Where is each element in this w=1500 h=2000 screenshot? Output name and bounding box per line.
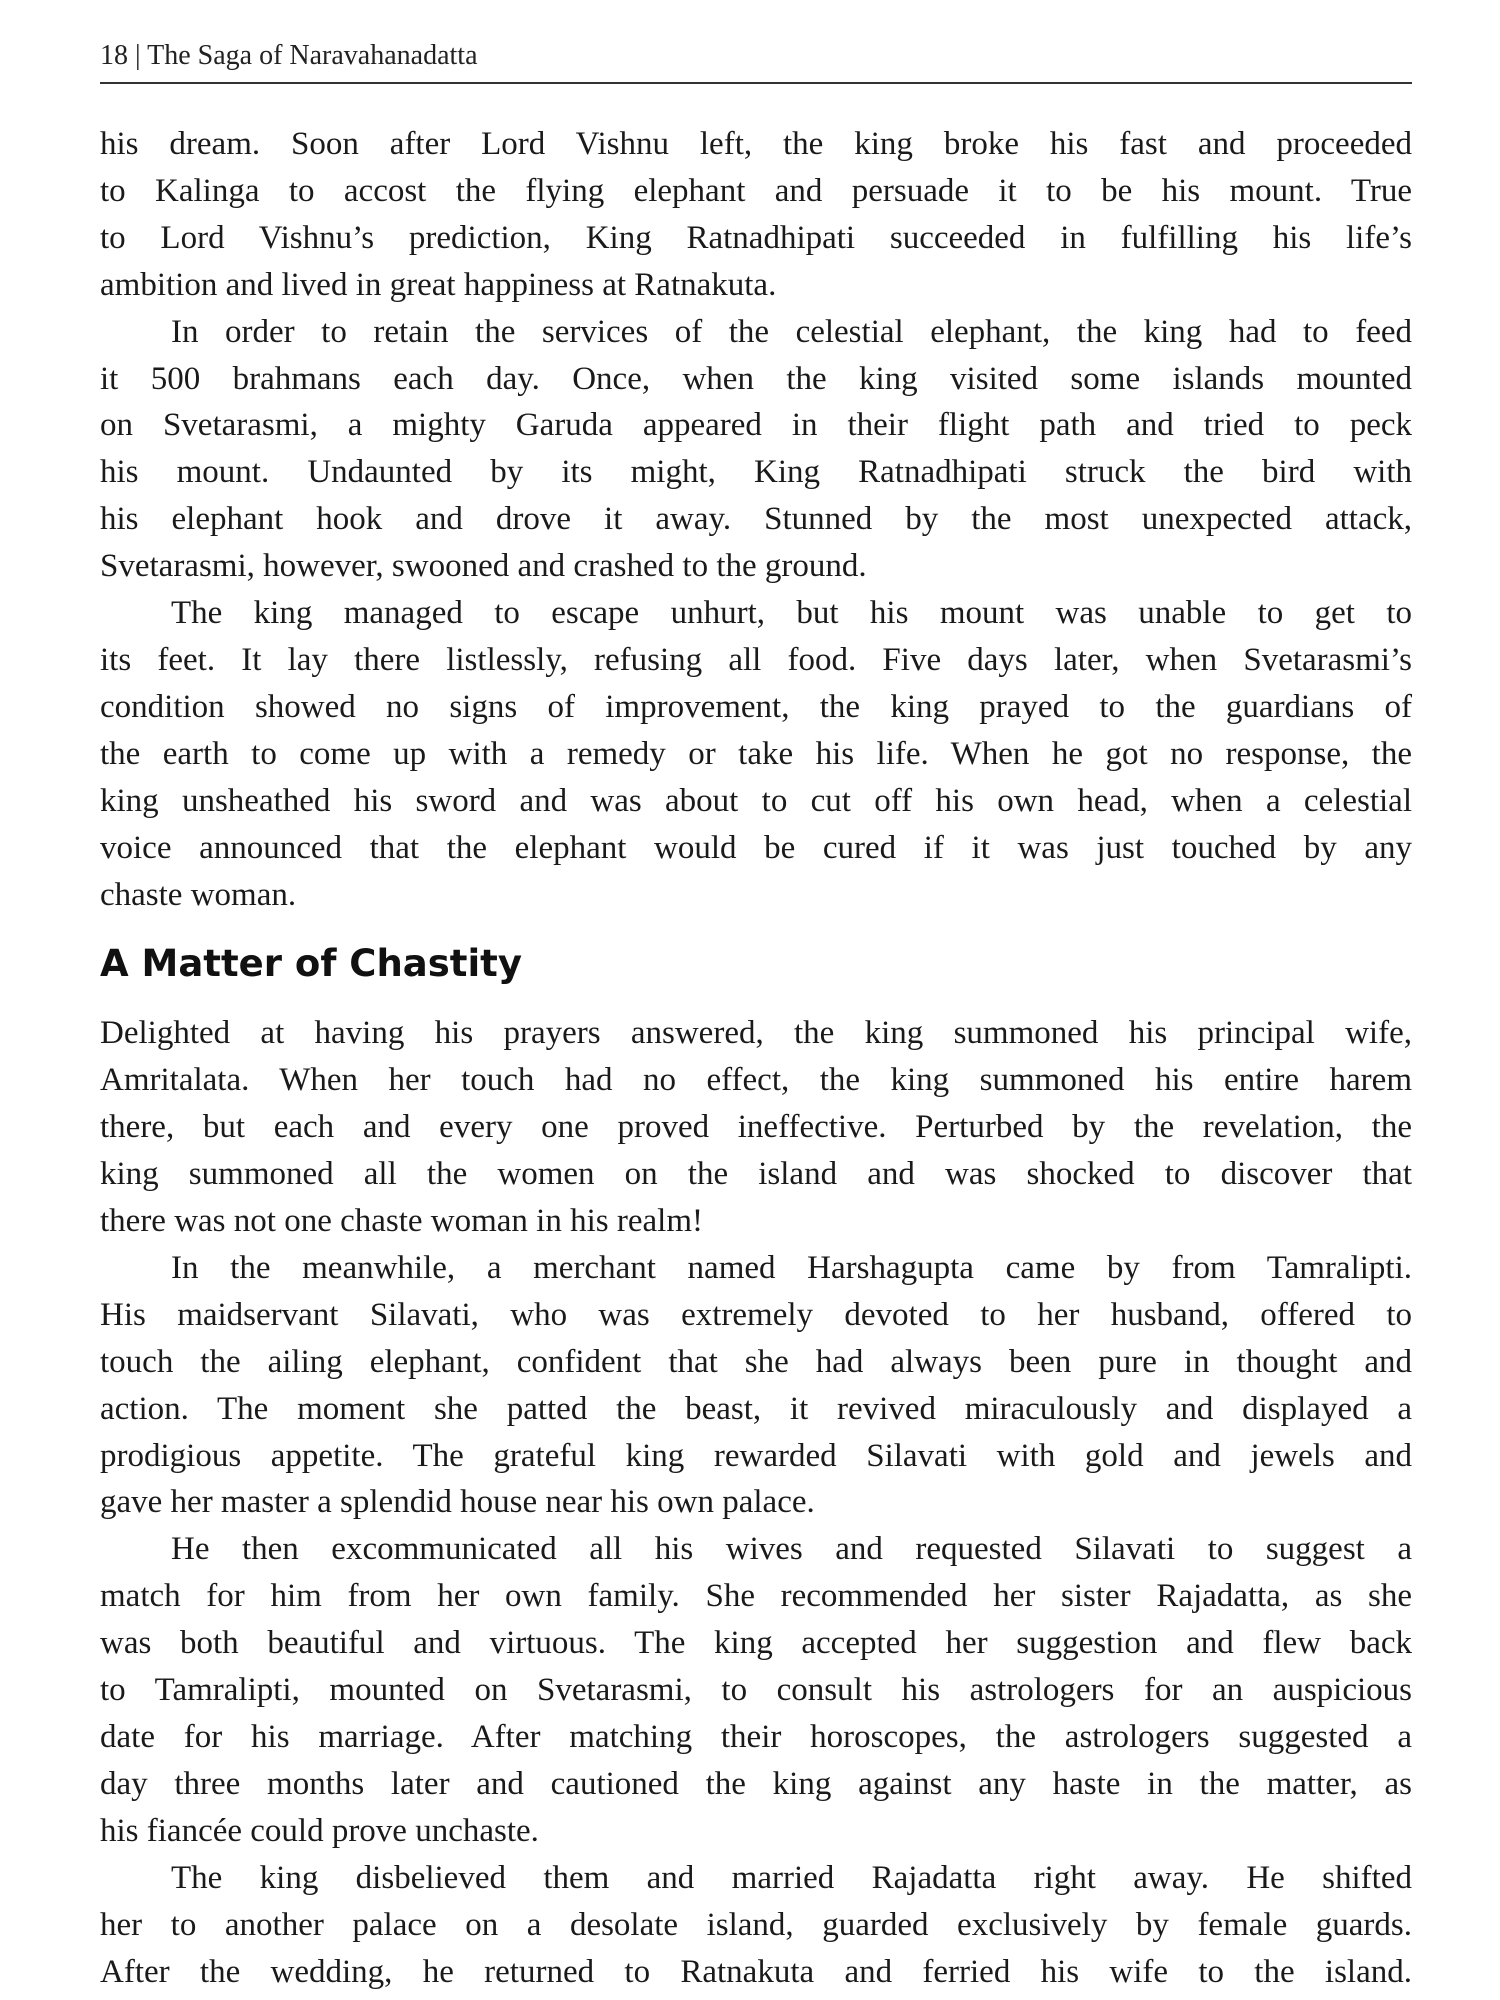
paragraph: [100, 1245, 1412, 1526]
text-line: there, but each and every one proved ineffective. Perturbed by the revelation, the: [100, 1109, 1412, 1146]
section-heading: A Matter of Chastity: [100, 942, 522, 986]
text-line: on Svetarasmi, a mighty Garuda appeared in their flight path and tried to peck: [100, 407, 1412, 444]
paragraph: [100, 121, 1412, 309]
text-line: his fiancée could prove unchaste.: [100, 1812, 539, 1849]
text-line: to Kalinga to accost the flying elephant and persuade it to be his mount. True: [100, 172, 1412, 209]
text-line: king summoned all the women on the island and was shocked to discover that: [100, 1156, 1412, 1193]
text-line: condition showed no signs of improvement, the king prayed to the guardians of: [100, 688, 1412, 725]
text-line: He then excommunicated all his wives and requested Silavati to suggest a: [171, 1531, 1412, 1568]
running-header: [100, 40, 478, 72]
text-line: was both beautiful and virtuous. The king accepted her suggestion and flew back: [100, 1625, 1412, 1662]
page-body: [100, 121, 1412, 1995]
paragraph: [100, 1010, 1412, 1245]
text-line: her to another palace on a desolate island, guarded exclusively by female guards.: [100, 1906, 1412, 1943]
text-line: The king managed to escape unhurt, but his mount was unable to get to: [171, 595, 1412, 632]
text-line: After the wedding, he returned to Ratnakuta and ferried his wife to the island.: [100, 1953, 1412, 1990]
text-line: Amritalata. When her touch had no effect, the king summoned his entire harem: [100, 1062, 1412, 1099]
text-line: it 500 brahmans each day. Once, when the king visited some islands mounted: [100, 360, 1412, 397]
text-line: In order to retain the services of the celestial elephant, the king had to feed: [171, 313, 1412, 350]
text-line: its feet. It lay there listlessly, refusing all food. Five days later, when Svetarasmi’s: [100, 641, 1412, 678]
text-line: to Tamralipti, mounted on Svetarasmi, to consult his astrologers for an auspicious: [100, 1672, 1412, 1709]
header-rule: [100, 82, 1412, 84]
paragraph: [100, 1526, 1412, 1854]
text-line: action. The moment she patted the beast, it revived miraculously and displayed a: [100, 1390, 1412, 1427]
book-title: The Saga of Naravahanadatta: [147, 40, 478, 71]
text-line: Svetarasmi, however, swooned and crashed to the ground.: [100, 548, 867, 585]
paragraph: [100, 1855, 1412, 1996]
text-line: ambition and lived in great happiness at Ratnakuta.: [100, 266, 777, 303]
page-number: 18: [100, 40, 128, 71]
text-line: day three months later and cautioned the king against any haste in the matter, as: [100, 1765, 1412, 1802]
text-line: The king disbelieved them and married Rajadatta right away. He shifted: [171, 1859, 1412, 1896]
text-line: voice announced that the elephant would be cured if it was just touched by any: [100, 829, 1412, 866]
header-separator: |: [135, 40, 141, 71]
text-line: prodigious appetite. The grateful king rewarded Silavati with gold and jewels and: [100, 1437, 1412, 1474]
text-line: chaste woman.: [100, 876, 297, 913]
text-line: his dream. Soon after Lord Vishnu left, the king broke his fast and proceeded: [100, 126, 1412, 162]
text-line: touch the ailing elephant, confident that she had always been pure in thought and: [100, 1343, 1412, 1380]
text-line: his mount. Undaunted by its might, King Ratnadhipati struck the bird with: [100, 454, 1412, 491]
paragraph: [100, 590, 1412, 918]
paragraph: [100, 309, 1412, 590]
text-line: there was not one chaste woman in his realm!: [100, 1203, 703, 1240]
text-line: the earth to come up with a remedy or take his life. When he got no response, the: [100, 735, 1412, 772]
text-line: match for him from her own family. She recommended her sister Rajadatta, as she: [100, 1578, 1412, 1615]
text-line: his elephant hook and drove it away. Stunned by the most unexpected attack,: [100, 501, 1412, 538]
text-line: king unsheathed his sword and was about to cut off his own head, when a celestial: [100, 782, 1412, 819]
text-line: date for his marriage. After matching their horoscopes, the astrologers suggested a: [100, 1719, 1412, 1755]
text-line: In the meanwhile, a merchant named Harshagupta came by from Tamralipti.: [171, 1249, 1412, 1286]
text-line: to Lord Vishnu’s prediction, King Ratnadhipati succeeded in fulfilling his life’s: [100, 219, 1412, 256]
text-line: Delighted at having his prayers answered, the king summoned his principal wife,: [100, 1015, 1412, 1052]
text-line: gave her master a splendid house near his own palace.: [100, 1484, 815, 1521]
text-line: His maidservant Silavati, who was extremely devoted to her husband, offered to: [100, 1296, 1412, 1333]
